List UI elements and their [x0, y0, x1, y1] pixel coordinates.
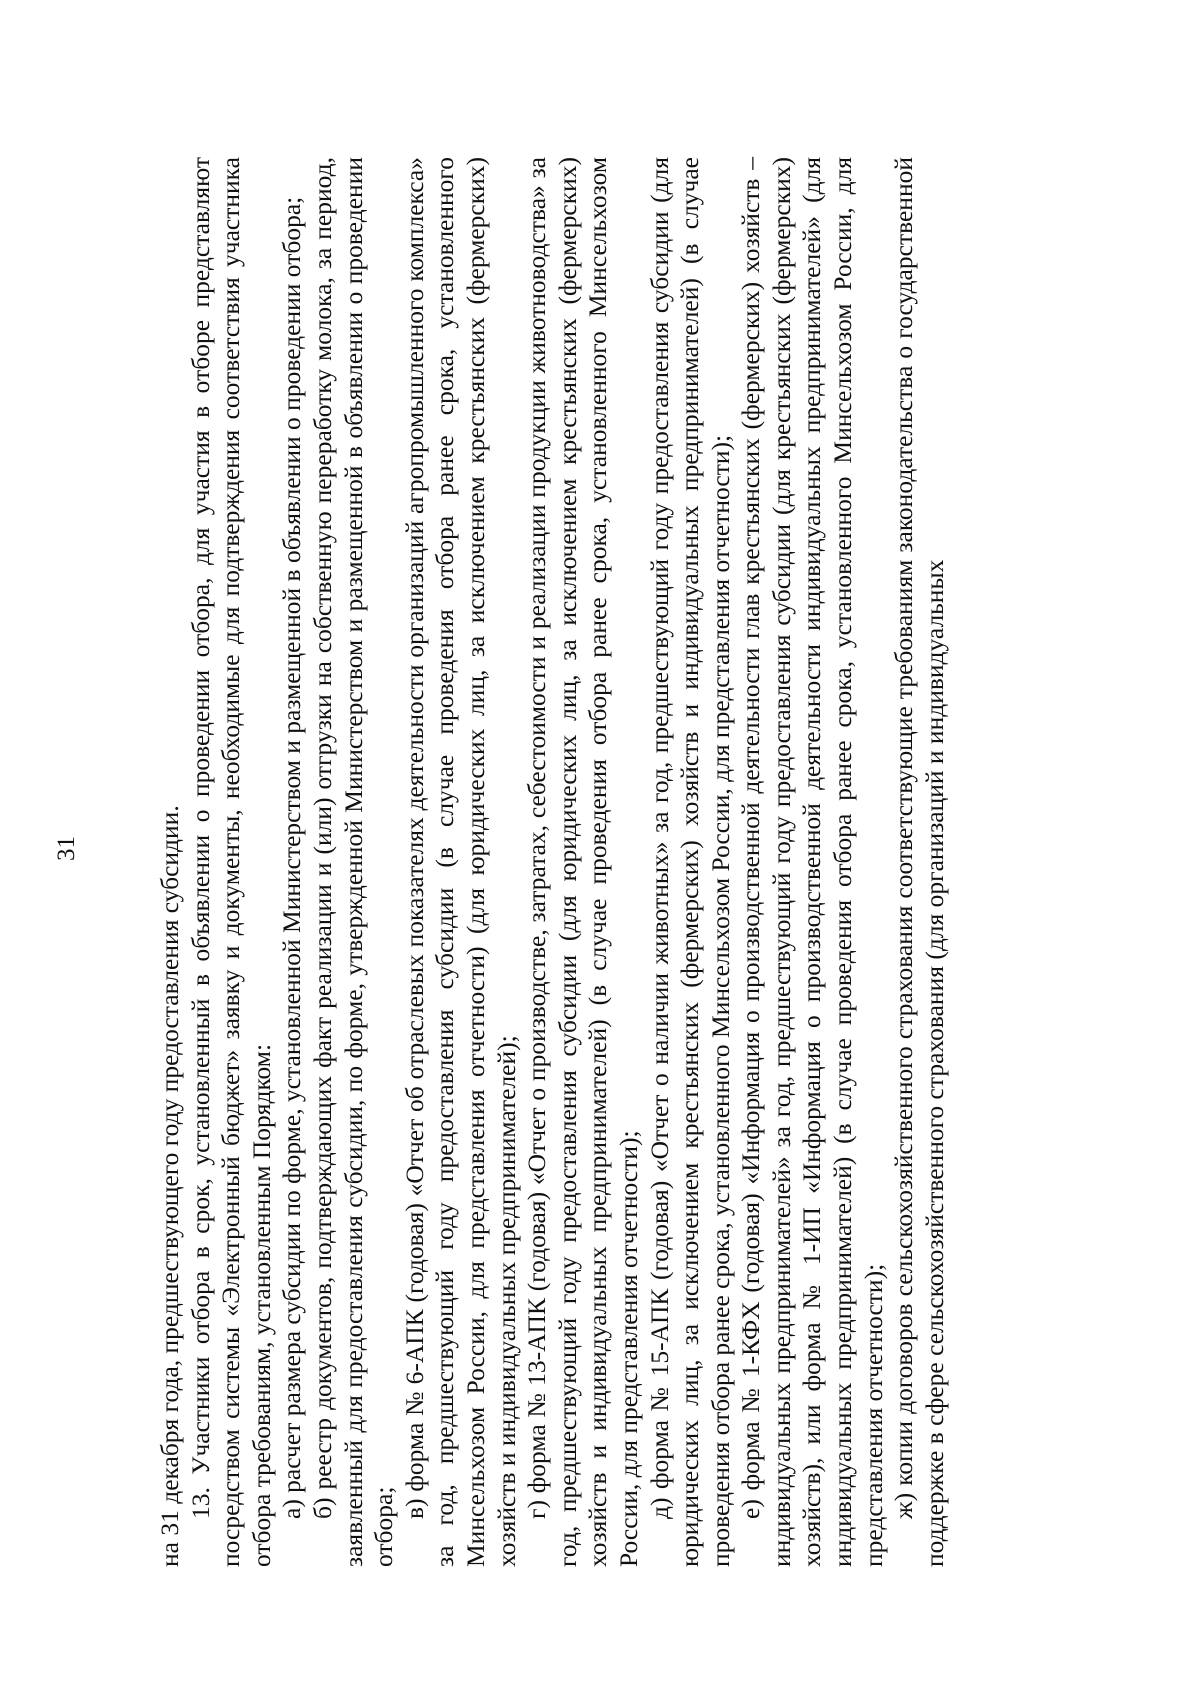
paragraph-item-b: б) реестр документов, подтверждающих факт реализации и (или) отгрузки на собственную переработку молока, за период, заявленный для предоставления субсидии, по форме, утвержденной Министерством и размещенной в объявлении о проведении отбора;	[307, 157, 399, 1567]
paragraph-item-zh: ж) копии договоров сельскохозяйственного страхования соответствующие требованиям законодательства о государственной поддержке в сфере сельскохозяйственного страхования (для организаций и индивидуальных	[889, 157, 949, 1567]
page-number: 31	[53, 836, 80, 861]
paragraph-item-d: д) форма № 15-АПК (годовая) «Отчет о наличии животных» за год, предшествующий году предоставления субсидии (для юридических лиц, за исключением крестьянских (фермерских) хозяйств и индивидуальных предпринимателей) (в случае проведения отбора ранее срока, установленного Минсельхозом России, для представления отчетности);	[644, 157, 735, 1567]
paragraph-item-v: в) форма № 6-АПК (годовая) «Отчет об отраслевых показателях деятельности организаций агропромышленного комплекса» за год, предшествующий году предоставления субсидии (в случае проведения отбора ранее срока, установленного Минсельхозом России, для представления отчетности) (для юридических лиц, за исключением крестьянских (фермерских) хозяйств и индивидуальных предпринимателей);	[399, 157, 521, 1567]
paragraph-1: на 31 декабря года, предшествующего году предоставления субсидии.	[155, 805, 184, 1567]
document-body	[155, 157, 950, 1567]
paragraph-item-e: е) форма № 1-КФХ (годовая) «Информация о производственной деятельности глав крестьянских (фермерских) хозяйств – индивидуальных предпринимателей» за год, предшествующий году предоставления субсидии (для крестьянских (фермерских) хозяйств), или форма № 1-ИП «Информация о производственной деятельности индивидуальных предпринимателей» (для индивидуальных предпринимателей) (в случае проведения отбора ранее срока, установленного Минсельхозом России, для представления отчетности);	[736, 157, 888, 1567]
paragraph-item-a: а) расчет размера субсидии по форме, установленной Министерством и размещенной в объявлении о проведении отбора;	[277, 196, 307, 1519]
paragraph-item-g: г) форма № 13-АПК (годовая) «Отчет о производстве, затратах, себестоимости и реализации продукции животноводства» за год, предшествующий году предоставления субсидии (для юридических лиц, за исключением крестьянских (фермерских) хозяйств и индивидуальных предпринимателей) (в случае проведения отбора ранее срока, установленного Минсельхозом России, для представления отчетности);	[522, 157, 643, 1567]
paragraph-item-13: 13. Участники отбора в срок, установленный в объявлении о проведении отбора, для участия в отборе представляют посредством системы «Электронный бюджет» заявку и документы, необходимые для подтверждения соответствия участника отбора требованиям, установленным Порядком:	[185, 157, 276, 1567]
